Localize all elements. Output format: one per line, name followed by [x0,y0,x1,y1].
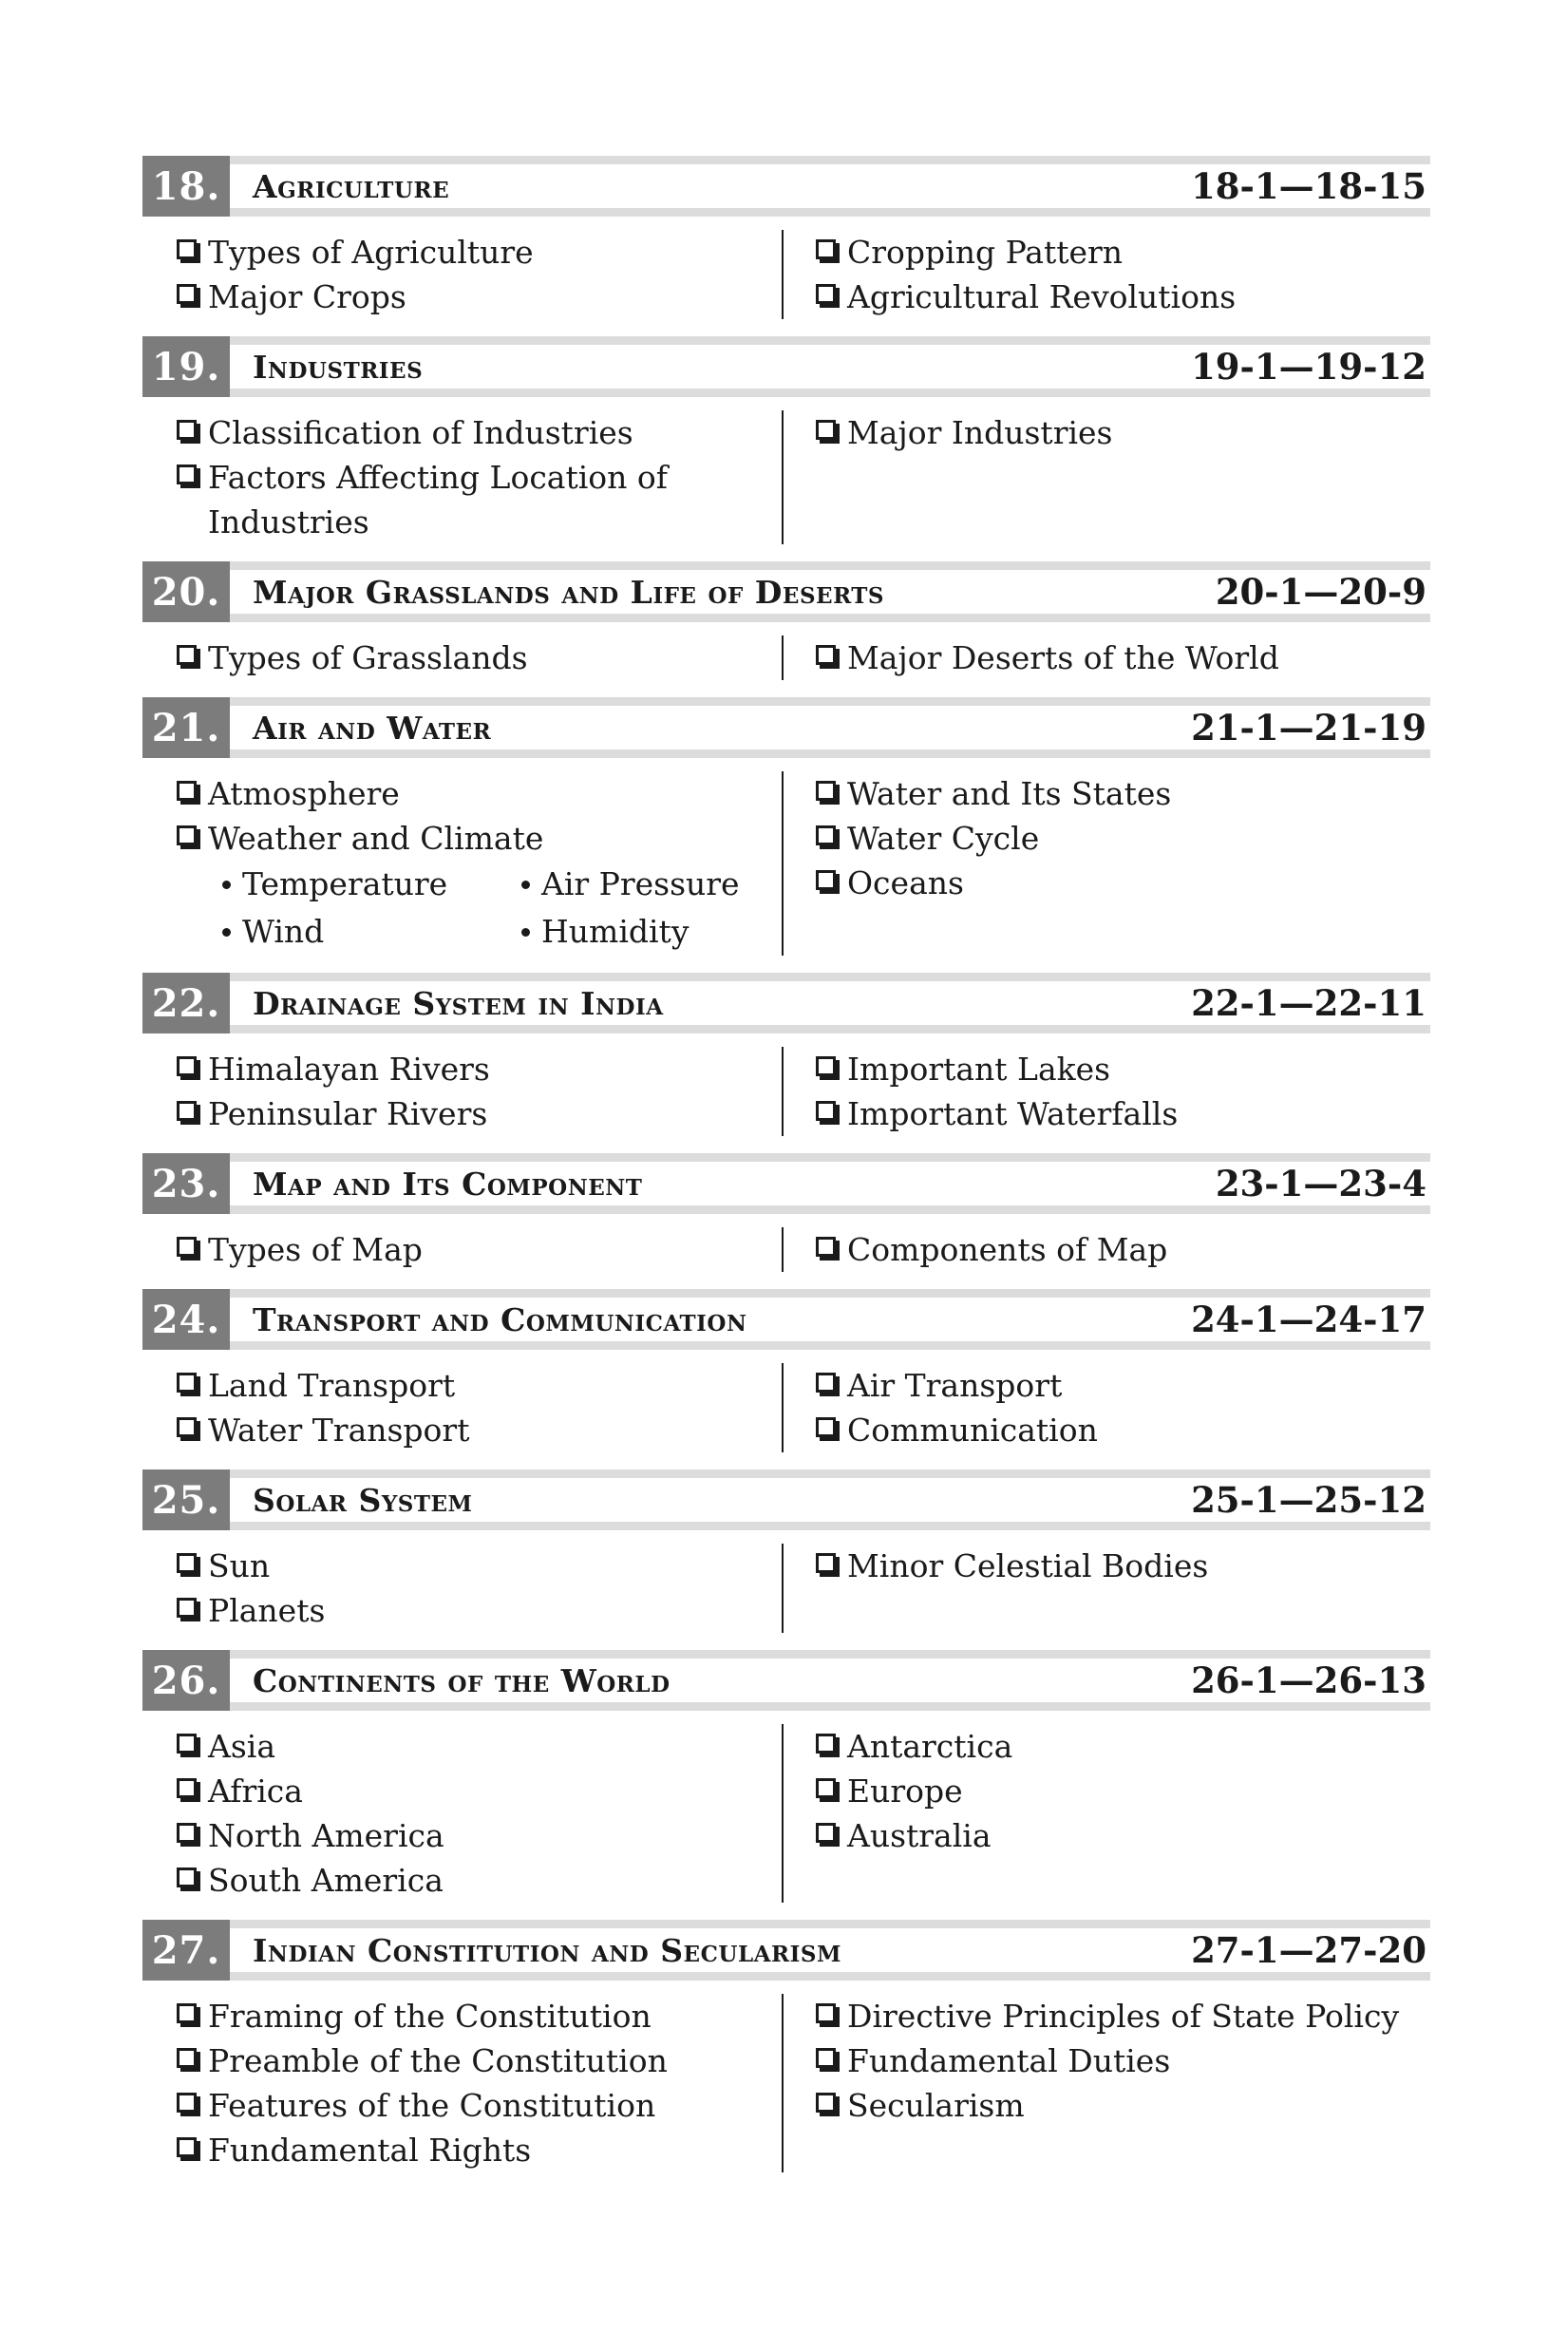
checkbox-icon [177,1734,197,1754]
chapter-section [142,336,1430,561]
chapter-page-range: 22-1—22-11 [1191,982,1426,1024]
topic-item [177,2128,782,2172]
checkbox-icon [816,2003,836,2023]
left-topic-column [142,1363,784,1452]
topic-item [177,455,782,544]
checkbox-icon [177,1101,197,1121]
topic-label: Minor Celestial Bodies [847,1547,1209,1584]
chapter-section [142,1650,1430,1920]
chapter-number: 20. [142,561,230,622]
chapter-title: Indian Constitution and Secularism [253,1931,841,1969]
chapter-topics [142,397,1430,561]
checkbox-icon [816,781,836,801]
checkbox-icon [816,1101,836,1121]
topic-item [816,230,1430,275]
checkbox-icon [177,1823,197,1843]
topic-item [177,2083,782,2128]
topic-item [816,2038,1430,2083]
chapter-section [142,561,1430,697]
checkbox-icon [816,284,836,304]
topic-item [177,1813,782,1858]
topic-item [177,1091,782,1136]
topic-label: Land Transport [208,1367,456,1404]
chapter-header [142,1469,1430,1530]
chapter-number: 22. [142,973,230,1033]
checkbox-icon [177,1553,197,1573]
chapter-title: Map and Its Component [253,1165,643,1203]
topic-item [177,1858,782,1903]
topic-label: North America [208,1817,444,1854]
right-topic-column [784,410,1430,544]
topic-item [177,1724,782,1769]
chapter-section [142,156,1430,336]
checkbox-icon [177,2093,197,2113]
topic-label: Major Industries [847,414,1113,451]
chapter-page-range: 24-1—24-17 [1191,1299,1426,1340]
right-topic-column [784,1363,1430,1452]
topic-item [816,1544,1430,1588]
topic-item [816,635,1430,680]
chapter-topics [142,1033,1430,1153]
chapter-title: Continents of the World [253,1661,671,1699]
topic-label: Preamble of the Constitution [208,2042,668,2079]
checkbox-icon [177,781,197,801]
topic-item [816,861,1430,905]
topic-item [177,816,782,861]
right-topic-column [784,230,1430,319]
checkbox-icon [177,2048,197,2068]
topic-label: Australia [847,1817,992,1854]
checkbox-icon [816,1237,836,1257]
checkbox-icon [177,239,197,259]
topic-label: Atmosphere [208,775,400,812]
chapter-page-range: 25-1—25-12 [1191,1479,1426,1521]
checkbox-icon [177,1237,197,1257]
topic-item [177,230,782,275]
left-topic-column [142,230,784,319]
chapter-page-range: 27-1—27-20 [1191,1929,1426,1971]
checkbox-icon [177,420,197,440]
chapter-topics [142,1214,1430,1289]
topic-label: Directive Principles of State Policy [847,1998,1400,2035]
right-topic-column [784,1227,1430,1272]
topic-item [177,2038,782,2083]
chapter-page-range: 19-1—19-12 [1191,346,1426,388]
chapter-title: Drainage System in India [253,984,664,1022]
chapter-number: 26. [142,1650,230,1711]
topic-item [816,2083,1430,2128]
topic-item [816,771,1430,816]
chapter-page-range: 18-1—18-15 [1191,165,1426,207]
right-topic-column [784,1724,1430,1903]
checkbox-icon [816,2093,836,2113]
checkbox-icon [816,239,836,259]
right-topic-column [784,1047,1430,1136]
chapter-header [142,561,1430,622]
topic-item [816,1227,1430,1272]
topic-label: Water Cycle [847,820,1040,857]
subtopic-item [222,908,521,956]
topic-item [816,1091,1430,1136]
topic-item [816,1813,1430,1858]
checkbox-icon [816,1417,836,1437]
topic-label: Cropping Pattern [847,234,1124,271]
chapter-section [142,697,1430,973]
topic-label: Agricultural Revolutions [847,278,1237,315]
chapter-page-range: 21-1—21-19 [1191,707,1426,749]
left-topic-column [142,635,784,680]
bullet-icon [521,928,530,937]
left-topic-column [142,1227,784,1272]
table-of-contents [142,156,1430,2190]
topic-item [816,1047,1430,1091]
subtopic-label: Temperature [242,865,448,902]
chapter-header [142,973,1430,1033]
topic-item [177,1363,782,1408]
bullet-icon [521,881,530,889]
topic-label: Sun [208,1547,271,1584]
topic-item [816,816,1430,861]
checkbox-icon [177,2137,197,2157]
chapter-number: 24. [142,1289,230,1350]
bullet-icon [222,881,231,889]
topic-label: Types of Agriculture [208,234,534,271]
right-topic-column [784,771,1430,956]
chapter-header [142,1650,1430,1711]
chapter-number: 18. [142,156,230,217]
chapter-number: 19. [142,336,230,397]
chapter-title: Air and Water [253,709,492,747]
chapter-number: 23. [142,1153,230,1214]
topic-label: Communication [847,1412,1098,1449]
left-topic-column [142,1544,784,1633]
checkbox-icon [816,1734,836,1754]
topic-label: Factors Affecting Location of Industries [208,459,668,540]
topic-label: South America [208,1862,444,1899]
topic-label: Major Crops [208,278,406,315]
topic-item [177,410,782,455]
checkbox-icon [177,1373,197,1393]
topic-label: Asia [208,1728,275,1765]
chapter-number: 25. [142,1469,230,1530]
chapter-section [142,1469,1430,1650]
topic-item [177,275,782,319]
chapter-header [142,336,1430,397]
topic-item [177,635,782,680]
topic-item [177,771,782,816]
topic-label: Oceans [847,864,964,901]
topic-item [177,1047,782,1091]
topic-item [177,1544,782,1588]
topic-label: Himalayan Rivers [208,1051,490,1088]
topic-label: Important Waterfalls [847,1095,1179,1132]
topic-label: Weather and Climate [208,820,544,857]
checkbox-icon [177,1417,197,1437]
chapter-title: Industries [253,348,424,386]
topic-label: Types of Grasslands [208,639,528,676]
subtopic-list [177,861,782,956]
checkbox-icon [177,2003,197,2023]
topic-label: Secularism [847,2087,1025,2124]
checkbox-icon [816,825,836,845]
checkbox-icon [177,1056,197,1076]
topic-label: Types of Map [208,1231,423,1268]
topic-label: Framing of the Constitution [208,1998,652,2035]
checkbox-icon [177,1598,197,1618]
chapter-section [142,1289,1430,1469]
right-topic-column [784,635,1430,680]
topic-item [816,275,1430,319]
chapter-topics [142,1530,1430,1650]
topic-label: Important Lakes [847,1051,1111,1088]
subtopic-item [521,908,768,956]
topic-label: Peninsular Rivers [208,1095,488,1132]
topic-item [177,1408,782,1452]
chapter-page-range: 26-1—26-13 [1191,1659,1426,1701]
subtopic-label: Wind [242,913,325,950]
topic-label: Components of Map [847,1231,1168,1268]
left-topic-column [142,771,784,956]
topic-label: Water Transport [208,1412,470,1449]
topic-item [177,1588,782,1633]
topic-label: Fundamental Duties [847,2042,1171,2079]
checkbox-icon [816,1373,836,1393]
topic-label: Air Transport [847,1367,1063,1404]
chapter-header [142,156,1430,217]
chapter-topics [142,758,1430,973]
checkbox-icon [816,1553,836,1573]
checkbox-icon [177,645,197,665]
chapter-title: Solar System [253,1481,473,1519]
topic-label: Antarctica [847,1728,1013,1765]
topic-item [177,1769,782,1813]
checkbox-icon [177,1778,197,1798]
topic-label: Africa [208,1773,303,1810]
topic-item [816,410,1430,455]
chapter-section [142,973,1430,1153]
left-topic-column [142,1994,784,2172]
topic-label: Water and Its States [847,775,1172,812]
chapter-section [142,1920,1430,2190]
chapter-title: Agriculture [253,167,450,205]
topic-item [177,1227,782,1272]
checkbox-icon [816,1823,836,1843]
chapter-number: 27. [142,1920,230,1981]
right-topic-column [784,1994,1430,2172]
left-topic-column [142,410,784,544]
left-topic-column [142,1724,784,1903]
checkbox-icon [816,645,836,665]
checkbox-icon [816,1056,836,1076]
chapter-header [142,1153,1430,1214]
chapter-title: Transport and Communication [253,1300,747,1338]
checkbox-icon [177,1868,197,1887]
chapter-topics [142,217,1430,336]
checkbox-icon [177,465,197,484]
subtopic-item [521,861,768,908]
topic-item [816,1769,1430,1813]
chapter-topics [142,1350,1430,1469]
topic-label: Features of the Constitution [208,2087,656,2124]
topic-label: Planets [208,1592,326,1629]
checkbox-icon [177,284,197,304]
chapter-section [142,1153,1430,1289]
chapter-page-range: 23-1—23-4 [1215,1163,1426,1204]
subtopic-label: Humidity [541,913,690,950]
topic-item [816,1994,1430,2038]
topic-label: Classification of Industries [208,414,633,451]
bullet-icon [222,928,231,937]
chapter-title: Major Grasslands and Life of Deserts [253,573,885,611]
chapter-topics [142,1711,1430,1920]
chapter-header [142,1920,1430,1981]
chapter-header [142,1289,1430,1350]
topic-item [816,1363,1430,1408]
subtopic-item [222,861,521,908]
chapter-topics [142,1981,1430,2190]
checkbox-icon [816,420,836,440]
topic-item [816,1408,1430,1452]
checkbox-icon [816,2048,836,2068]
chapter-page-range: 20-1—20-9 [1215,571,1426,613]
right-topic-column [784,1544,1430,1633]
chapter-topics [142,622,1430,697]
topic-label: Europe [847,1773,963,1810]
topic-item [816,1724,1430,1769]
topic-label: Major Deserts of the World [847,639,1279,676]
topic-label: Fundamental Rights [208,2132,532,2169]
checkbox-icon [816,870,836,890]
subtopic-label: Air Pressure [541,865,740,902]
checkbox-icon [816,1778,836,1798]
checkbox-icon [177,825,197,845]
left-topic-column [142,1047,784,1136]
topic-item [177,1994,782,2038]
chapter-number: 21. [142,697,230,758]
chapter-header [142,697,1430,758]
